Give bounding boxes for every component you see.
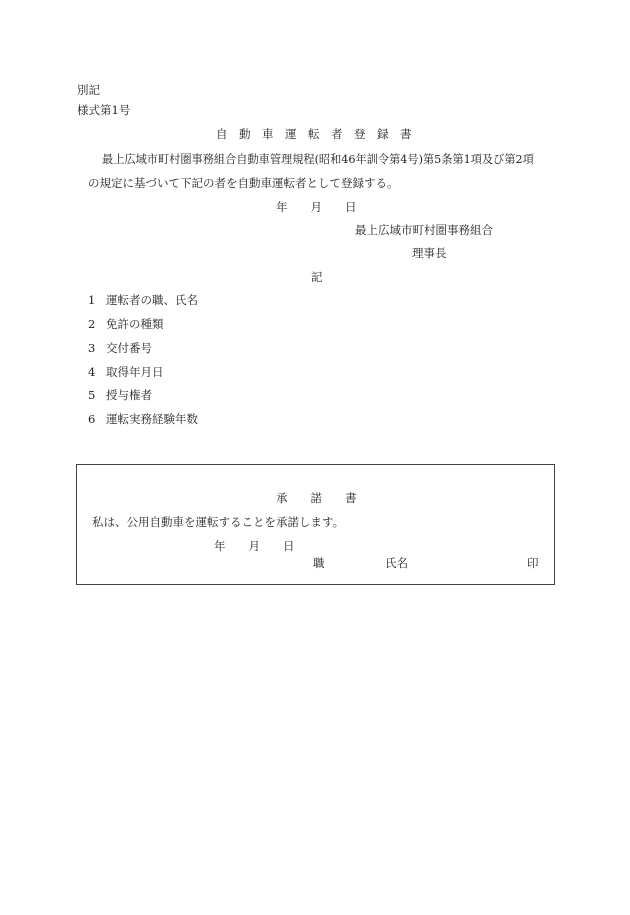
item-number: 1	[88, 293, 96, 307]
body-text-line-2: の規定に基づいて下記の者を自動車運転者として登録する。	[88, 176, 399, 190]
item-number: 4	[88, 365, 96, 379]
item-number: 5	[88, 388, 96, 402]
item-number: 2	[88, 317, 96, 331]
list-item	[88, 411, 198, 427]
item-label: 運転実務経験年数	[106, 412, 198, 426]
item-label: 運転者の職、氏名	[106, 293, 198, 307]
list-item	[88, 316, 164, 332]
consent-date: 年 月 日	[214, 539, 295, 553]
ki-heading: 記	[311, 270, 323, 284]
body-text-line-1: 最上広域市町村圏事務組合自動車管理規程(昭和46年訓令第4号)第5条第1項及び第2項	[102, 153, 534, 166]
item-label: 交付番号	[106, 341, 152, 355]
registration-date: 年 月 日	[276, 200, 357, 214]
document-title: 自 動 車 運 転 者 登 録 書	[216, 127, 412, 141]
consent-title: 承 諾 書	[276, 491, 357, 505]
form-number: 様式第1号	[77, 103, 131, 117]
item-label: 授与権者	[106, 388, 152, 402]
consent-text: 私は、公用自動車を運転することを承諾します。	[92, 515, 345, 529]
appendix-label: 別記	[77, 83, 100, 97]
list-item	[88, 364, 164, 380]
name-label: 氏名	[385, 556, 408, 570]
list-item	[88, 340, 152, 356]
issuer-organization: 最上広域市町村圏事務組合	[355, 223, 493, 237]
issuer-title: 理事長	[412, 246, 447, 260]
item-number: 3	[88, 341, 96, 355]
position-label: 職	[313, 556, 325, 570]
item-label: 免許の種類	[106, 317, 164, 331]
list-item	[88, 292, 198, 308]
item-label: 取得年月日	[106, 365, 164, 379]
item-number: 6	[88, 412, 96, 426]
list-item	[88, 387, 152, 403]
seal-label: 印	[527, 556, 539, 570]
